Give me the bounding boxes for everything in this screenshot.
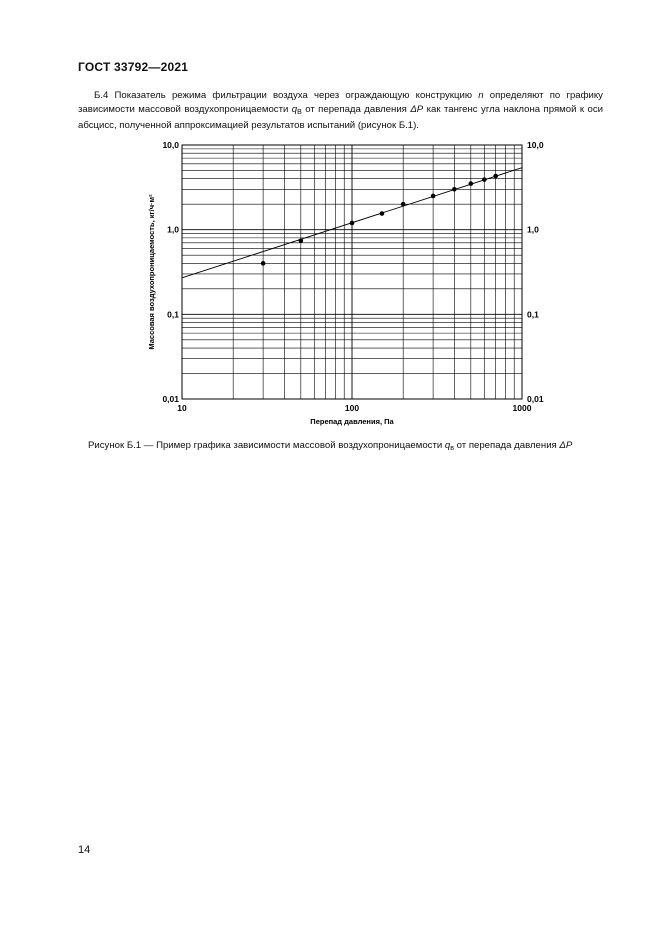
data-point	[482, 177, 487, 182]
caption-q: q	[444, 440, 451, 451]
paragraph-text-2: определяют по графику зависимости массовой воздухопроницаемости	[78, 90, 603, 115]
caption-text-2: от перепада давления	[453, 440, 560, 451]
data-point	[261, 261, 266, 266]
y-axis-label: Массовая воздухопроницаемость, кг/ч·м²	[147, 194, 156, 350]
y-tick-label-left: 10,0	[162, 140, 179, 150]
caption-q-sub: в	[450, 445, 454, 452]
paragraph-q: q	[291, 103, 298, 115]
y-tick-label-right: 10,0	[527, 140, 544, 150]
data-point	[452, 187, 457, 192]
data-point	[469, 181, 474, 186]
data-point	[380, 211, 385, 216]
figure-caption	[88, 439, 608, 455]
caption-dp: ΔP	[559, 440, 573, 451]
data-point	[493, 174, 498, 179]
y-tick-label-left: 1,0	[167, 224, 179, 235]
paragraph-text-3: от перепада давления	[301, 103, 411, 115]
caption-text-1: Рисунок Б.1 — Пример графика зависимости массовой воздухопроницаемости	[88, 440, 445, 451]
paragraph-text-1: Б.4 Показатель режима фильтрации воздуха через ограждающую конструкцию	[94, 90, 479, 101]
figure-b1-chart	[140, 137, 570, 430]
paragraph-n: n	[478, 90, 484, 101]
x-tick-label: 10	[177, 403, 187, 413]
data-point	[350, 221, 355, 226]
y-tick-label-right: 0,1	[527, 309, 539, 320]
paragraph-dp: ΔP	[410, 103, 424, 115]
x-tick-label: 100	[344, 403, 360, 413]
x-axis-label: Перепад давления, Па	[310, 417, 394, 426]
x-tick-label: 1000	[512, 403, 532, 413]
paragraph-q-sub: В	[297, 108, 302, 116]
document-header: ГОСТ 33792—2021	[78, 60, 189, 74]
paragraph-text-4: как тангенс угла наклона прямой к оси абсцисс, полученной аппроксимацией результатов испытаний (рисунок Б.1).	[78, 103, 603, 132]
log-log-chart	[140, 137, 570, 430]
y-tick-label-right: 1,0	[527, 224, 539, 235]
data-point	[299, 238, 304, 243]
y-tick-label-left: 0,01	[162, 394, 179, 404]
y-tick-label-left: 0,1	[167, 309, 179, 320]
page-number: 14	[78, 844, 91, 856]
data-point	[431, 194, 436, 199]
paragraph-b4	[78, 89, 603, 133]
y-tick-label-right: 0,01	[527, 394, 544, 404]
data-point	[401, 202, 406, 207]
